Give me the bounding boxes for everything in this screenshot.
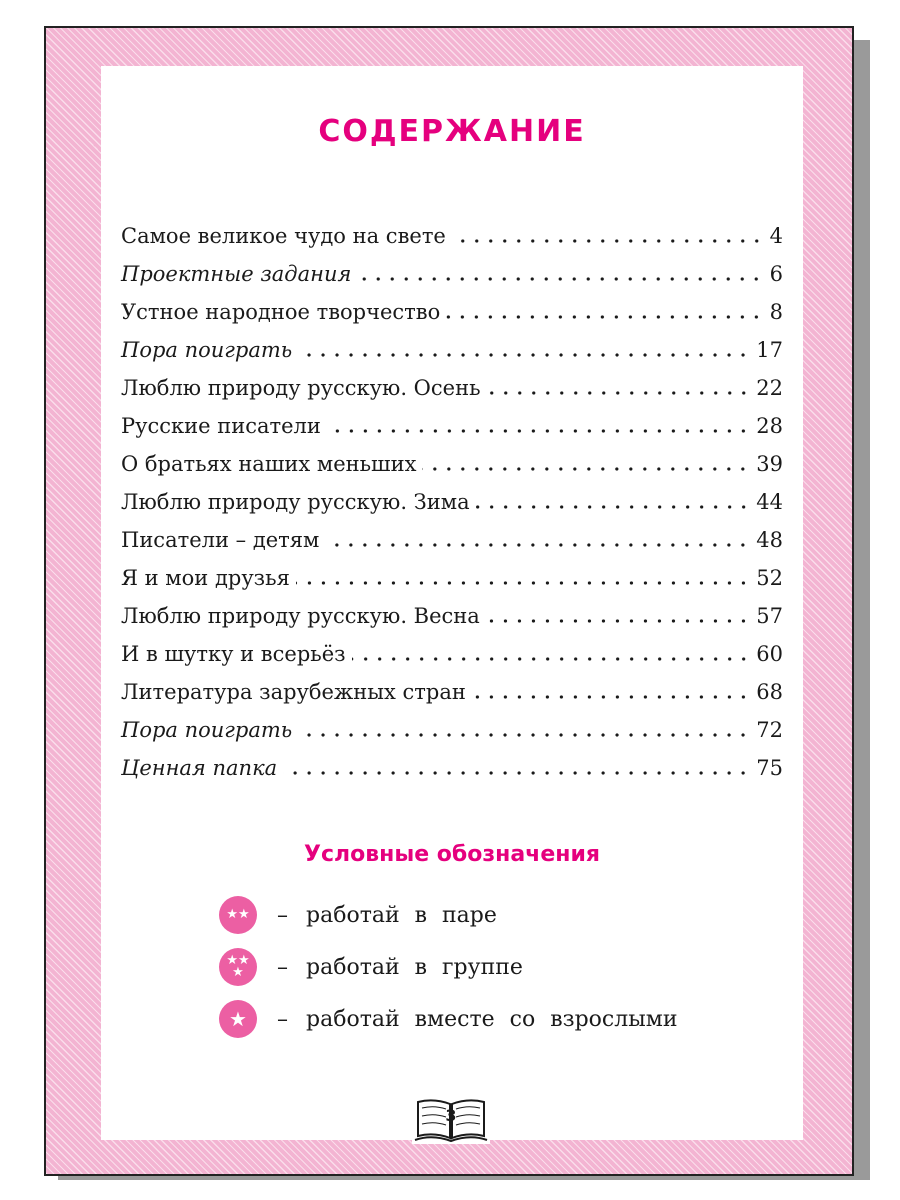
toc-entry bbox=[121, 452, 783, 490]
dot-leader bbox=[486, 619, 750, 623]
toc-entry-title: Пора поиграть bbox=[121, 718, 293, 742]
toc-entry-page: 6 bbox=[769, 262, 783, 286]
page-title: СОДЕРЖАНИЕ bbox=[318, 114, 586, 149]
toc-entry-page: 48 bbox=[756, 528, 783, 552]
toc-entry-page: 60 bbox=[756, 642, 783, 666]
toc-entry-page: 57 bbox=[756, 604, 783, 628]
dot-leader bbox=[298, 733, 750, 737]
two-stars-icon: ★★ bbox=[219, 896, 257, 934]
toc-entry-page: 17 bbox=[756, 338, 783, 362]
toc-entry-title: О братьях наших меньших bbox=[121, 452, 417, 476]
toc-entry bbox=[121, 490, 783, 528]
dot-leader bbox=[472, 695, 750, 699]
toc-entry-title: Я и мои друзья bbox=[121, 566, 290, 590]
toc-entry bbox=[121, 528, 783, 566]
toc-entry bbox=[121, 566, 783, 604]
legend-item-pair bbox=[219, 896, 497, 934]
toc-entry bbox=[121, 604, 783, 642]
legend-item-group bbox=[219, 948, 523, 986]
toc-entry-page: 44 bbox=[756, 490, 783, 514]
dot-leader bbox=[452, 239, 764, 243]
legend-dash: – bbox=[277, 1006, 288, 1032]
table-of-contents bbox=[121, 224, 783, 794]
dot-leader bbox=[487, 391, 751, 395]
dot-leader bbox=[296, 581, 750, 585]
toc-entry-page: 75 bbox=[756, 756, 783, 780]
page-frame bbox=[44, 26, 854, 1176]
big-star-icon: ★ bbox=[219, 1000, 257, 1038]
toc-entry bbox=[121, 642, 783, 680]
dot-leader bbox=[298, 353, 750, 357]
page-number-badge bbox=[412, 1094, 490, 1144]
dot-leader bbox=[357, 277, 763, 281]
legend-dash: – bbox=[277, 954, 288, 980]
toc-entry-page: 22 bbox=[756, 376, 783, 400]
dot-leader bbox=[446, 315, 763, 319]
toc-entry-title: Писатели – детям bbox=[121, 528, 320, 552]
legend-item-adults bbox=[219, 1000, 678, 1038]
toc-entry bbox=[121, 224, 783, 262]
dot-leader bbox=[327, 429, 750, 433]
toc-entry-title: Устное народное творчество bbox=[121, 300, 441, 324]
dot-leader bbox=[422, 467, 750, 471]
dot-leader bbox=[476, 505, 751, 509]
legend-text: работай вместе со взрослыми bbox=[306, 1006, 678, 1032]
toc-entry-page: 8 bbox=[769, 300, 783, 324]
toc-entry-title: Люблю природу русскую. Осень bbox=[121, 376, 481, 400]
three-stars-icon: ★★ ★ bbox=[219, 948, 257, 986]
toc-entry-title: Люблю природу русскую. Весна bbox=[121, 604, 480, 628]
dot-leader bbox=[352, 657, 751, 661]
page-content bbox=[101, 66, 803, 1140]
toc-entry-page: 52 bbox=[756, 566, 783, 590]
toc-entry bbox=[121, 376, 783, 414]
toc-entry-title: Самое великое чудо на свете bbox=[121, 224, 446, 248]
page-number: 3 bbox=[445, 1106, 457, 1125]
legend-title: Условные обозначения bbox=[303, 842, 600, 867]
toc-entry-title: Ценная папка bbox=[121, 756, 278, 780]
toc-entry bbox=[121, 262, 783, 300]
legend-dash: – bbox=[277, 902, 288, 928]
toc-entry bbox=[121, 300, 783, 338]
toc-entry-page: 39 bbox=[756, 452, 783, 476]
toc-entry bbox=[121, 718, 783, 756]
toc-entry bbox=[121, 756, 783, 794]
toc-entry-title: Литература зарубежных стран bbox=[121, 680, 466, 704]
toc-entry-title: И в шутку и всерьёз bbox=[121, 642, 346, 666]
toc-entry-title: Люблю природу русскую. Зима bbox=[121, 490, 470, 514]
legend-text: работай в паре bbox=[306, 902, 497, 928]
toc-entry bbox=[121, 338, 783, 376]
toc-entry-page: 68 bbox=[756, 680, 783, 704]
toc-entry-page: 4 bbox=[769, 224, 783, 248]
toc-entry bbox=[121, 414, 783, 452]
toc-entry-title: Пора поиграть bbox=[121, 338, 293, 362]
dot-leader bbox=[325, 543, 750, 547]
toc-entry-title: Проектные задания bbox=[121, 262, 352, 286]
toc-entry-page: 72 bbox=[756, 718, 783, 742]
toc-entry-title: Русские писатели bbox=[121, 414, 321, 438]
dot-leader bbox=[283, 771, 750, 775]
toc-entry bbox=[121, 680, 783, 718]
toc-entry-page: 28 bbox=[756, 414, 783, 438]
legend-text: работай в группе bbox=[306, 954, 523, 980]
